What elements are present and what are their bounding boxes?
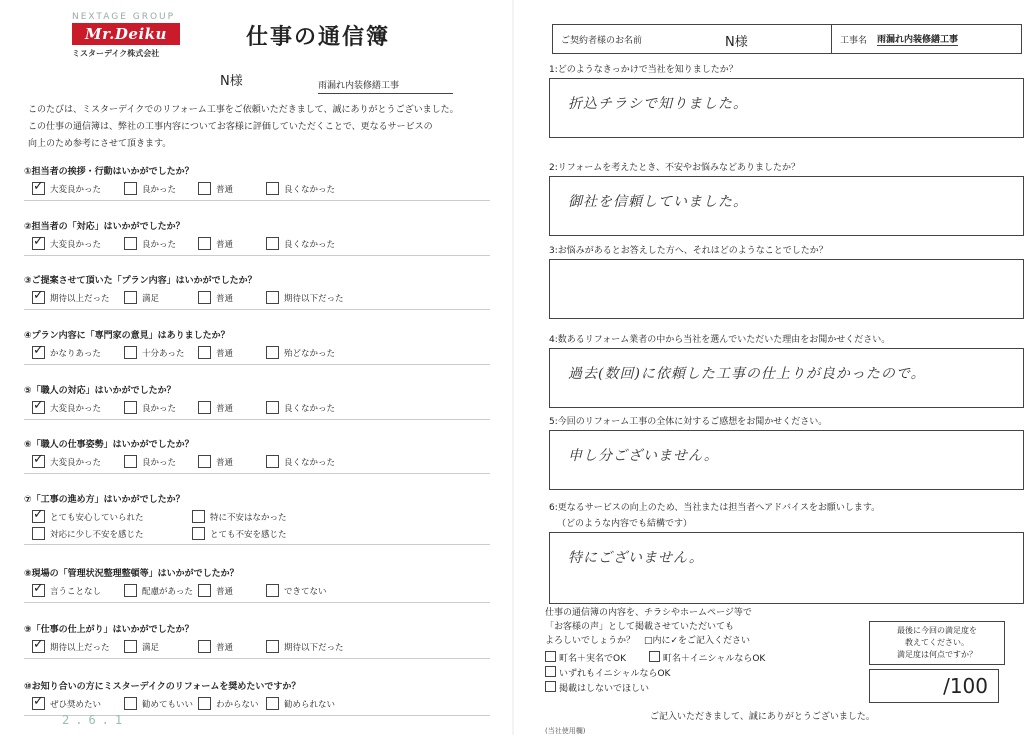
option-label: 特に不安はなかった [210,512,287,523]
rating-option[interactable] [198,291,233,304]
option-label: 良くなかった [284,403,336,414]
question-subtext: （どのような内容でも結構です） [557,519,693,529]
question-text: ⑩お知り合いの方にミスターデイクのリフォームを奨めたいですか？ [24,682,301,692]
checkbox[interactable] [198,584,211,597]
checked-checkbox[interactable] [32,455,45,468]
question-text: ⑥「職人の仕事姿勢」はいかがでしたか？ [24,440,194,450]
checked-checkbox[interactable] [32,401,45,414]
option-row [24,235,490,255]
option-label: 良かった [142,457,177,468]
option-label: 言うことなし [50,586,102,597]
checkbox[interactable] [266,697,279,710]
option-label: 普通 [216,239,234,250]
checkbox[interactable] [198,640,211,653]
checkbox[interactable] [198,697,211,710]
option-label: 普通 [216,457,234,468]
option-row [24,508,490,544]
checkbox[interactable] [266,584,279,597]
checkbox[interactable] [266,291,279,304]
satisfaction-score-field[interactable]: /100 [869,669,999,703]
checked-checkbox[interactable] [32,237,45,250]
logo [72,12,180,59]
rating-option[interactable] [124,455,176,468]
checkbox[interactable] [198,291,211,304]
customer-name: N様 [220,74,243,89]
rating-option[interactable] [266,182,335,195]
rating-option[interactable] [32,640,110,653]
checkbox[interactable] [192,527,205,540]
option-label: 十分あった [142,348,185,359]
answer-box[interactable] [549,78,1024,138]
option-label: 配慮があった [142,586,193,597]
rating-option[interactable] [124,584,193,597]
checkbox[interactable] [124,291,137,304]
rating-option[interactable] [124,182,176,195]
rating-option[interactable] [198,182,233,195]
checkbox[interactable] [192,510,205,523]
option-label: 対応に少し不安を感じた [50,529,144,540]
question-text: 4:数あるリフォーム業者の中から当社を選んでいただいた理由をお聞かせください。 [549,335,891,345]
satisfaction-line: 教えてください。 [905,638,969,647]
answer-box[interactable] [549,259,1024,319]
thanks-message: ご記入いただきまして、誠にありがとうございました。 [650,712,875,722]
document-title: 仕事の通信簿 [246,25,391,50]
checkbox[interactable] [198,455,211,468]
customer-cell [553,25,832,53]
brand-logo: Mr.Deiku [72,23,180,45]
option-label: できてない [284,586,327,597]
consent-line: 「お客様の声」として掲載させていただいても [545,622,735,632]
rating-option[interactable] [198,401,233,414]
project-name-field[interactable]: 雨漏れ内装修繕工事 [877,32,958,46]
satisfaction-box [869,621,1005,665]
consent-checkbox[interactable] [545,651,556,662]
checked-checkbox[interactable] [32,291,45,304]
intro-line: このたびは、ミスターデイクでのリフォーム工事をご依頼いただきまして、誠にありがとうございました。 [28,105,459,115]
rating-question [24,164,490,201]
option-label: 良くなかった [284,457,336,468]
consent-line: よろしいでしょうか？ □内に✓をご記入ください [545,636,751,646]
checkbox[interactable] [124,237,137,250]
option-label: 期待以上だった [50,642,110,653]
rating-option[interactable] [198,640,233,653]
rating-option[interactable] [198,455,233,468]
option-label: 期待以上だった [50,293,110,304]
rating-option[interactable] [266,640,344,653]
rating-question [24,273,490,310]
survey-left-page [0,0,512,735]
question-text: 1:どのようなきっかけで当社を知りましたか？ [549,65,738,75]
intro-text [28,102,468,153]
rating-option[interactable] [32,527,144,540]
consent-line: 仕事の通信簿の内容を、チラシやホームページ等で [545,608,752,618]
consent-checkbox[interactable] [545,681,556,692]
checked-checkbox[interactable] [32,346,45,359]
rating-question [24,437,490,474]
answer-box[interactable] [549,430,1024,490]
question-text: ⑦「工事の進め方」はいかがでしたか？ [24,495,185,505]
project-name: 雨漏れ内装修繕工事 [318,78,453,94]
comment-question [549,414,1024,490]
option-label: ぜひ奨めたい [50,699,102,710]
customer-label: ご契約者様のお名前 [561,35,643,46]
handwritten-answer: 折込チラシで知りました。 [568,96,748,112]
rating-option[interactable] [32,346,101,359]
option-label: 良くなかった [284,184,336,195]
rating-option[interactable] [124,237,176,250]
handwritten-answer: 過去(数回)に依頼した工事の仕上りが良かったので。 [568,366,926,382]
checkbox[interactable] [266,401,279,414]
rating-option[interactable] [124,401,176,414]
rating-option[interactable] [32,401,101,414]
rating-question [24,566,490,603]
option-row [24,695,490,715]
option-row [24,453,490,473]
office-use-label: (当社使用欄) [545,727,586,735]
handwritten-answer: 御社を信頼していました。 [568,194,748,210]
handwritten-answer: 特にございません。 [568,550,704,566]
option-row [24,180,490,200]
question-text: 5:今回のリフォーム工事の全体に対するご感想をお聞かせください。 [549,417,828,427]
question-text: ⑧現場の「管理状況整理整頓等」はいかがでしたか？ [24,569,239,579]
checkbox[interactable] [198,182,211,195]
company-name: ミスターデイク株式会社 [72,49,160,58]
checkbox[interactable] [266,455,279,468]
checkbox[interactable] [198,237,211,250]
rating-option[interactable] [32,584,101,597]
option-row [24,638,490,658]
rating-option[interactable] [266,697,335,710]
rating-option[interactable] [266,346,335,359]
option-label: 勧めてもいい [142,699,194,710]
question-text: ③ご提案させて頂いた「プラン内容」はいかがでしたか？ [24,276,257,286]
publication-consent [545,606,765,696]
option-label: かなりあった [50,348,101,359]
option-label: 普通 [216,293,234,304]
option-label: 良かった [142,403,177,414]
rating-option[interactable] [266,291,344,304]
checkbox[interactable] [266,237,279,250]
comment-question [549,160,1024,236]
group-name: NEXTAGE GROUP [72,12,176,22]
rating-option[interactable] [32,237,101,250]
rating-option[interactable] [32,697,101,710]
rating-question [24,492,490,545]
comment-question [549,332,1024,408]
checked-checkbox[interactable] [32,510,45,523]
rating-option[interactable] [32,455,101,468]
question-text: 3:お悩みがあるとお答えした方へ、それはどのようなことでしたか？ [549,246,828,256]
rating-option[interactable] [198,584,233,597]
option-label: 期待以下だった [284,642,344,653]
question-text: ⑤「職人の対応」はいかがでしたか？ [24,386,176,396]
question-text: ④プラン内容に「専門家の意見」はありましたか？ [24,331,230,341]
option-row [24,344,490,364]
consent-checkbox[interactable] [545,666,556,677]
option-label: 殆どなかった [284,348,336,359]
checkbox[interactable] [124,697,137,710]
option-label: とても安心していられた [50,512,144,523]
rating-option[interactable] [192,527,287,540]
consent-option-row [545,651,765,666]
consent-option: 町名＋イニシャルならOK [662,654,766,664]
intro-line: この仕事の通信簿は、弊社の工事内容についてお客様に評価していただくことで、更なるサービスの [28,122,433,132]
checkbox[interactable] [124,182,137,195]
rating-question [24,219,490,256]
option-label: 良かった [142,239,177,250]
project-label: 工事名 [840,35,868,46]
checkbox[interactable] [124,640,137,653]
checked-checkbox[interactable] [32,697,45,710]
rating-option[interactable] [198,237,233,250]
rating-question [24,622,490,659]
option-label: 普通 [216,184,234,195]
comment-question [549,500,1024,604]
checked-checkbox[interactable] [32,182,45,195]
checkbox[interactable] [32,527,45,540]
rating-option[interactable] [266,455,335,468]
option-label: 満足 [142,642,160,653]
option-label: 良くなかった [284,239,336,250]
option-label: 普通 [216,403,234,414]
handwritten-answer: 申し分ございません。 [568,448,719,464]
rating-option[interactable] [198,346,233,359]
option-label: 大変良かった [50,457,102,468]
date-stamp: 2.6.1 [62,713,129,727]
option-row [24,582,490,602]
question-text: ⑨「仕事の仕上がり」はいかがでしたか？ [24,625,194,635]
option-label: 大変良かった [50,403,102,414]
consent-checkbox[interactable] [649,651,660,662]
satisfaction-line: 満足度は何点ですか？ [897,650,977,659]
rating-option[interactable] [124,640,159,653]
option-label: 普通 [216,586,234,597]
consent-option: いずれもイニシャルならOK [559,669,671,679]
satisfaction-line: 最後に今回の満足度を [897,626,977,635]
rating-option[interactable] [124,697,193,710]
option-label: 大変良かった [50,184,102,195]
option-label: 勧められない [284,699,336,710]
option-label: 満足 [142,293,160,304]
answer-box[interactable] [549,348,1024,408]
question-text: ②担当者の「対応」はいかがでしたか？ [24,222,185,232]
rating-option[interactable] [266,401,335,414]
rating-option[interactable] [266,584,327,597]
checkbox[interactable] [266,346,279,359]
checkbox[interactable] [124,346,137,359]
rating-option[interactable] [266,237,335,250]
rating-option[interactable] [124,291,159,304]
checkbox[interactable] [124,455,137,468]
rating-option[interactable] [124,346,184,359]
checked-checkbox[interactable] [32,584,45,597]
answer-box[interactable] [549,176,1024,236]
comment-question [549,62,1024,138]
question-text: ①担当者の挨拶・行動はいかがでしたか？ [24,167,194,177]
rating-question [24,383,490,420]
checkbox[interactable] [198,346,211,359]
intro-line: 向上のため参考にさせて頂きます。 [28,139,172,149]
option-label: 普通 [216,348,234,359]
option-row [24,289,490,309]
question-text: 2:リフォームを考えたとき、不安やお悩みなどありましたか？ [549,163,800,173]
consent-option-row [545,681,765,696]
consent-option: 町名＋実名でOK [559,654,626,664]
rating-option[interactable] [32,182,101,195]
question-text: 6:更なるサービスの向上のため、当社または担当者へアドバイスをお願いします。 [549,503,881,513]
rating-option[interactable] [32,510,144,523]
option-label: 良かった [142,184,177,195]
contract-header [552,24,1022,54]
checkbox[interactable] [266,182,279,195]
rating-option[interactable] [32,291,110,304]
checkbox[interactable] [124,401,137,414]
rating-question [24,679,490,716]
checkbox[interactable] [266,640,279,653]
rating-option[interactable] [192,510,287,523]
option-row [24,399,490,419]
consent-option-row [545,666,765,681]
customer-name-field[interactable]: N様 [725,35,748,50]
project-cell [832,25,1021,53]
option-label: 期待以下だった [284,293,344,304]
comment-question [549,243,1024,319]
answer-box[interactable] [549,532,1024,604]
option-label: 普通 [216,642,234,653]
option-label: 大変良かった [50,239,102,250]
option-label: とても不安を感じた [210,529,287,540]
checkbox[interactable] [198,401,211,414]
consent-option: 掲載はしないでほしい [559,684,650,694]
checkbox[interactable] [124,584,137,597]
rating-option[interactable] [198,697,259,710]
checked-checkbox[interactable] [32,640,45,653]
rating-question [24,328,490,365]
option-label: わからない [216,699,259,710]
